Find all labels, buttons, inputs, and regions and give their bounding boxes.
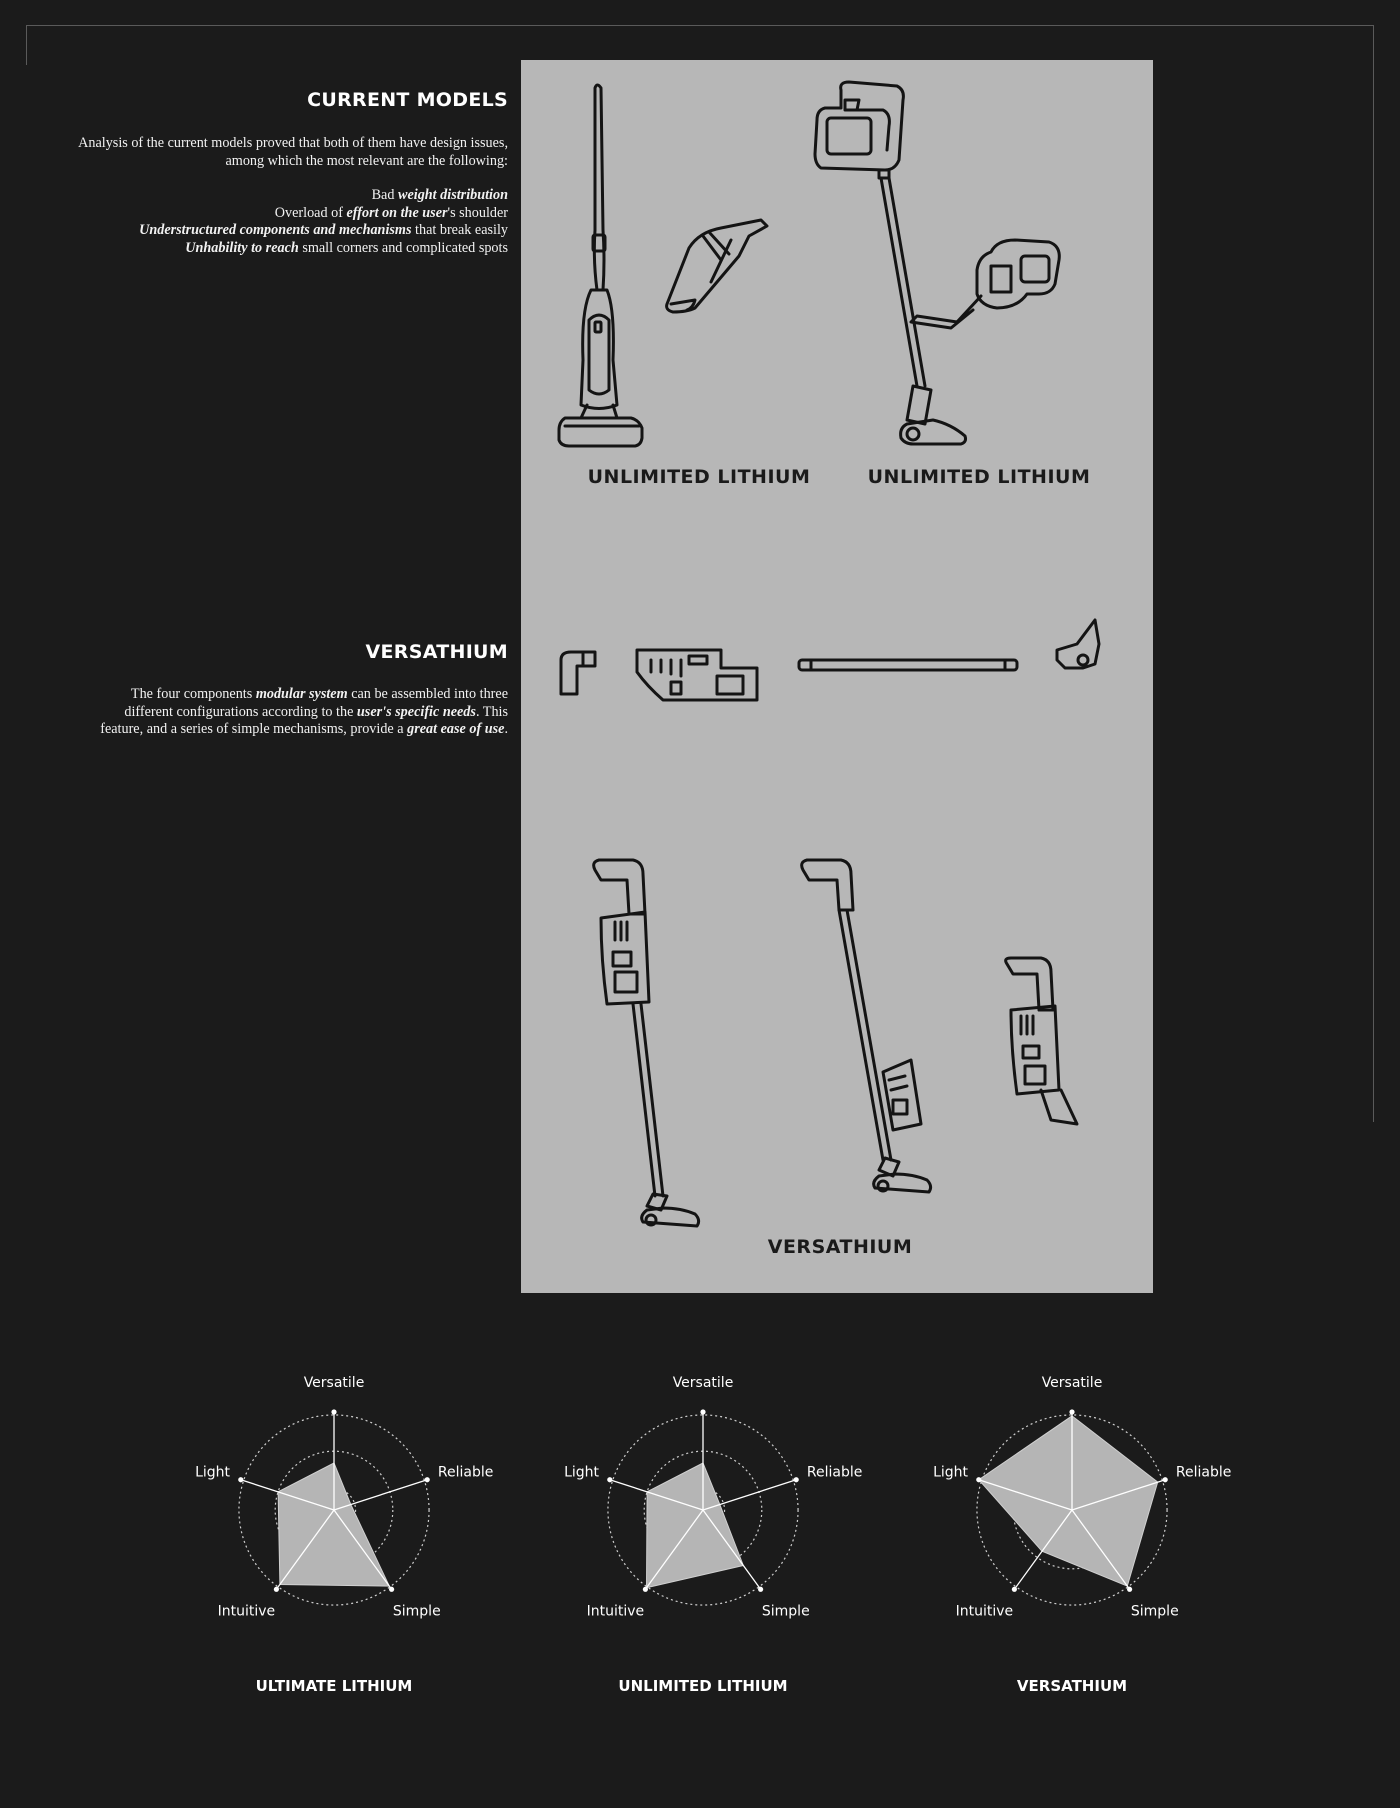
- radar-axis-dot: [643, 1587, 648, 1592]
- issue-emphasis: Understructured components and mechanisms: [139, 222, 412, 238]
- current-models-intro: Analysis of the current models proved that both of them have design issues, among which the most relevant are the following:: [78, 135, 508, 169]
- label-current-model-2: UNLIMITED LITHIUM: [867, 466, 1091, 488]
- radar-axis-dot: [1069, 1409, 1074, 1414]
- stick-vacuum-illustration: [559, 85, 642, 446]
- issue-emphasis: effort on the user: [346, 204, 448, 221]
- versathium-paragraph: [88, 686, 508, 739]
- config-low-body-illustration: [802, 860, 931, 1192]
- issue-emphasis: Unhability to reach: [185, 239, 299, 256]
- issue-text: small corners and complicated spots: [298, 239, 508, 256]
- radar-axis-label: Reliable: [1175, 1464, 1232, 1481]
- radar-axis-dot: [1163, 1477, 1168, 1482]
- upright-vacuum-illustration: [815, 82, 966, 444]
- frame-left-line: [26, 25, 27, 65]
- radar-series-area: [979, 1416, 1158, 1586]
- component-body-illustration: [637, 650, 757, 700]
- current-models-title: CURRENT MODELS: [307, 89, 508, 111]
- radar-axis-label: Reliable: [437, 1464, 494, 1481]
- radar-axis-line: [334, 1480, 427, 1510]
- paragraph-emphasis: great ease of use: [407, 721, 505, 737]
- radar-axis-line: [703, 1480, 796, 1510]
- paragraph-text: .: [504, 721, 508, 737]
- issue-text: Bad: [371, 187, 398, 203]
- component-elbow-illustration: [561, 652, 595, 694]
- issue-text: that break easily: [411, 222, 508, 238]
- radar-axis-label: Intuitive: [217, 1603, 276, 1620]
- radar-axis-label: Intuitive: [955, 1603, 1014, 1620]
- radar-axis-label: Versatile: [672, 1375, 734, 1391]
- paragraph-emphasis: user's specific needs: [356, 703, 476, 720]
- issue-line: [78, 222, 508, 240]
- radar-chart-versathium: [912, 1360, 1232, 1640]
- handheld-vacuum-illustration: [667, 220, 767, 312]
- product-illustration-panel: [521, 60, 1153, 1293]
- radar-axis-dot: [794, 1477, 799, 1482]
- radar-axis-dot: [1012, 1587, 1017, 1592]
- radar-axis-dot: [331, 1409, 336, 1414]
- component-nozzle-illustration: [1057, 620, 1099, 668]
- radar-title-unlimited-lithium: UNLIMITED LITHIUM: [618, 1677, 788, 1695]
- radar-title-ultimate-lithium: ULTIMATE LITHIUM: [255, 1677, 413, 1695]
- issue-line: [78, 205, 508, 223]
- frame-top-line: [26, 25, 1374, 26]
- frame-right-line: [1373, 25, 1374, 1122]
- issue-line: [78, 187, 508, 205]
- radar-axis-label: Versatile: [1041, 1375, 1103, 1391]
- handheld-vacuum-2-illustration: [911, 240, 1059, 328]
- radar-title-versathium: VERSATHIUM: [1016, 1677, 1128, 1695]
- radar-chart-unlimited-lithium: [543, 1360, 863, 1640]
- radar-series-area: [647, 1463, 744, 1588]
- config-handheld-illustration: [1006, 958, 1077, 1124]
- radar-axis-label: Intuitive: [586, 1603, 645, 1620]
- radar-axis-dot: [1127, 1587, 1132, 1592]
- radar-axis-dot: [700, 1409, 705, 1414]
- issue-emphasis: weight distribution: [398, 187, 508, 203]
- radar-axis-label: Light: [933, 1464, 969, 1481]
- issues-list: [78, 187, 508, 257]
- issue-text: 's shoulder: [447, 204, 508, 221]
- radar-axis-label: Reliable: [806, 1464, 863, 1481]
- radar-axis-dot: [274, 1587, 279, 1592]
- paragraph-text: The four components: [130, 686, 256, 702]
- issue-line: [78, 240, 508, 258]
- issue-text: Overload of: [274, 204, 347, 221]
- radar-axis-dot: [607, 1477, 612, 1482]
- radar-axis-dot: [758, 1587, 763, 1592]
- current-models-text: [78, 135, 508, 257]
- radar-axis-dot: [425, 1477, 430, 1482]
- radar-axis-label: Simple: [392, 1603, 441, 1620]
- label-current-model-1: UNLIMITED LITHIUM: [587, 466, 811, 488]
- paragraph-text: . This feature, and a series of simple mechanisms, provide a: [100, 703, 508, 737]
- radar-chart-ultimate-lithium: [174, 1360, 494, 1640]
- radar-axis-label: Light: [195, 1464, 231, 1481]
- paragraph-text: can be assembled into three different configurations according to the: [124, 686, 508, 720]
- paragraph-emphasis: modular system: [255, 686, 348, 702]
- radar-axis-label: Simple: [1130, 1603, 1179, 1620]
- label-versathium-configs: VERSATHIUM: [767, 1236, 913, 1258]
- vacuum-illustrations: [521, 60, 1153, 1293]
- versathium-title: VERSATHIUM: [365, 641, 508, 663]
- radar-axis-label: Simple: [761, 1603, 810, 1620]
- radar-axis-dot: [238, 1477, 243, 1482]
- component-tube-illustration: [799, 660, 1017, 670]
- config-stick-illustration: [594, 860, 699, 1226]
- radar-axis-dot: [389, 1587, 394, 1592]
- radar-axis-label: Versatile: [303, 1375, 365, 1391]
- radar-axis-label: Light: [564, 1464, 600, 1481]
